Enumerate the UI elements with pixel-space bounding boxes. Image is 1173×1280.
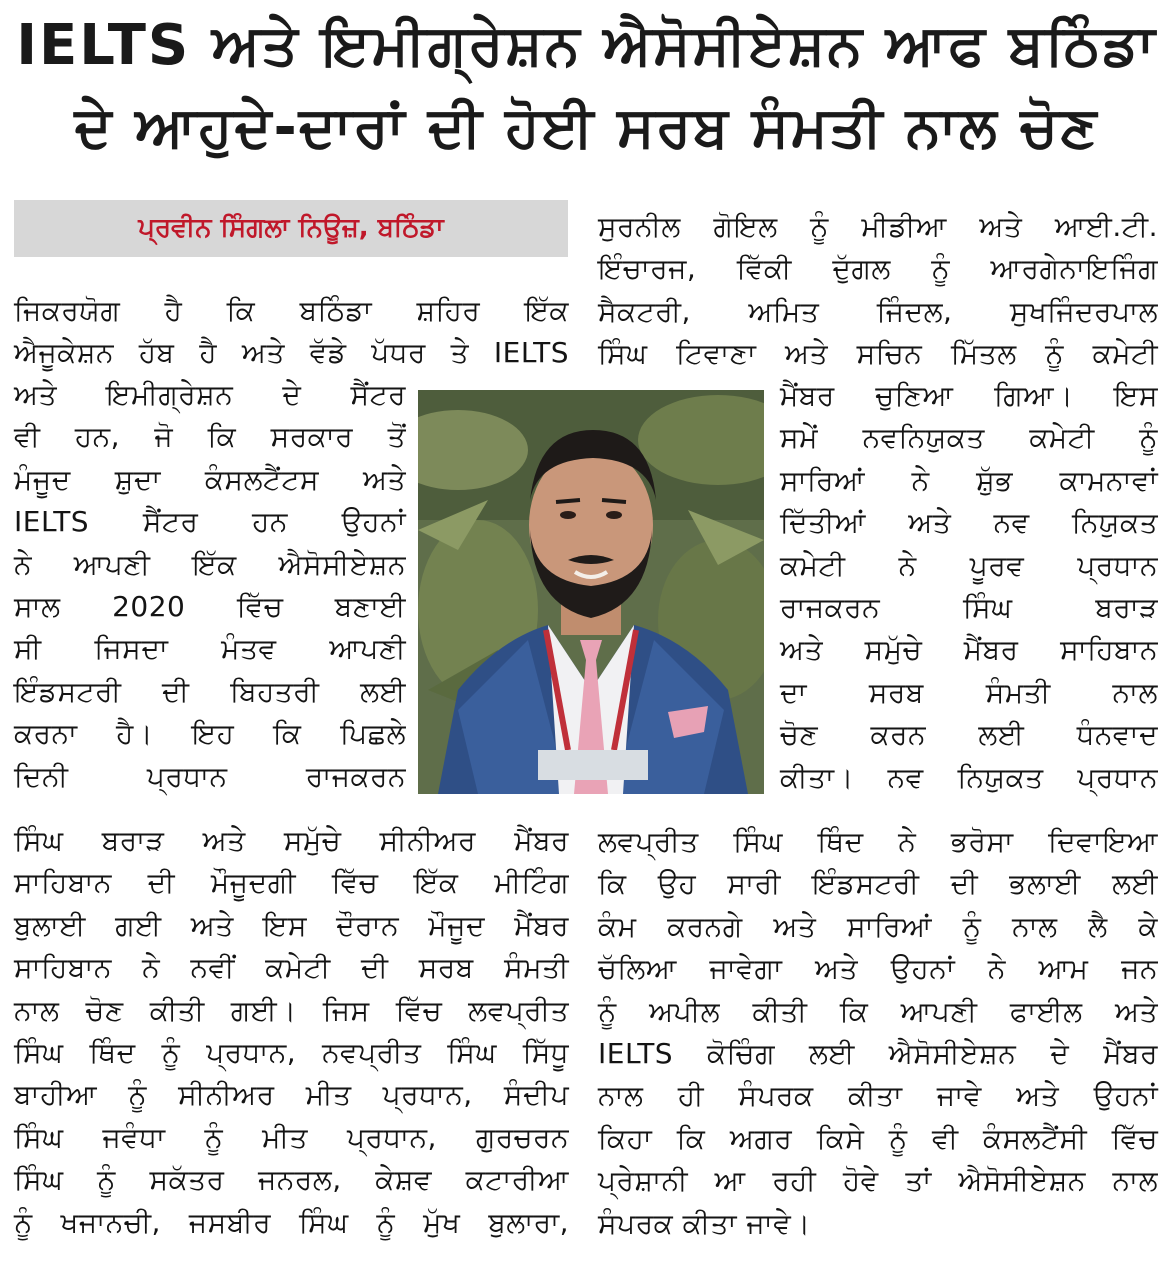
text-line: ਚੋਣ ਕਰਨ ਲਈ ਧੰਨਵਾਦ	[780, 718, 1158, 752]
text-line: ਸਿੰਘ ਟਿਵਾਣਾ ਅਤੇ ਸਚਿਨ ਮਿੱਤਲ ਨੂੰ ਕਮੇਟੀ	[598, 337, 1158, 371]
text-line: ਸਾਰਿਆਂ ਨੇ ਸ਼ੁੱਭ ਕਾਮਨਾਵਾਂ	[780, 463, 1158, 497]
text-line: ਸਮੇਂ ਨਵਨਿਯੁਕਤ ਕਮੇਟੀ ਨੂੰ	[780, 421, 1158, 455]
text-line: ਕਿ ਉਹ ਸਾਰੀ ਇੰਡਸਟਰੀ ਦੀ ਭਲਾਈ ਲਈ	[598, 867, 1158, 901]
text-line: ਦਿੱਤੀਆਂ ਅਤੇ ਨਵ ਨਿਯੁਕਤ	[780, 506, 1158, 540]
text-line: ਰਾਜਕਰਨ ਸਿੰਘ ਬਰਾੜ	[780, 591, 1158, 625]
text-line: ਨੂੰ ਅਪੀਲ ਕੀਤੀ ਕਿ ਆਪਣੀ ਫਾਈਲ ਅਤੇ	[598, 994, 1158, 1028]
text-line: ਦਿਨੀ ਪ੍ਰਧਾਨ ਰਾਜਕਰਨ	[14, 759, 406, 793]
text-line: IELTS ਸੈਂਟਰ ਹਨ ਉਹਨਾਂ	[14, 505, 406, 539]
text-line: ਸਿੰਘ ਨੂੰ ਸਕੱਤਰ ਜਨਰਲ, ਕੇਸ਼ਵ ਕਟਾਰੀਆ	[14, 1163, 569, 1197]
text-line: ਸੁਰਨੀਲ ਗੋਇਲ ਨੂੰ ਮੀਡੀਆ ਅਤੇ ਆਈ.ਟੀ.	[598, 210, 1158, 243]
text-line: ਸਿੰਘ ਥਿੰਦ ਨੂੰ ਪ੍ਰਧਾਨ, ਨਵਪ੍ਰੀਤ ਸਿੰਘ ਸਿੱਧੂ	[14, 1036, 569, 1070]
text-line: ਕੰਮ ਕਰਨਗੇ ਅਤੇ ਸਾਰਿਆਂ ਨੂੰ ਨਾਲ ਲੈ ਕੇ	[598, 909, 1158, 943]
byline: ਪ੍ਰਵੀਨ ਸਿੰਗਲਾ ਨਿਊਜ਼, ਬਠਿੰਡਾ	[14, 200, 568, 257]
text-line: ਲਵਪ੍ਰੀਤ ਸਿੰਘ ਥਿੰਦ ਨੇ ਭਰੋਸਾ ਦਿਵਾਇਆ	[598, 825, 1158, 858]
text-line: ਨੇ ਆਪਣੀ ਇੱਕ ਐਸੋਸੀਏਸ਼ਨ	[14, 547, 406, 581]
text-line: ਮੈਂਬਰ ਚੁਣਿਆ ਗਿਆ। ਇਸ	[780, 379, 1158, 412]
column-2-narrow-text	[780, 375, 1158, 799]
text-line: ਸਾਹਿਬਾਨ ਨੇ ਨਵੀਂ ਕਮੇਟੀ ਦੀ ਸਰਬ ਸੰਮਤੀ	[14, 951, 569, 985]
text-line: ਨਾਲ ਚੋਣ ਕੀਤੀ ਗਈ। ਜਿਸ ਵਿੱਚ ਲਵਪ੍ਰੀਤ	[14, 993, 569, 1027]
text-line: ਕਰਨਾ ਹੈ। ਇਹ ਕਿ ਪਿਛਲੇ	[14, 717, 406, 751]
column-2-bottom-text	[598, 821, 1158, 1245]
text-line: ਕਿਹਾ ਕਿ ਅਗਰ ਕਿਸੇ ਨੂੰ ਵੀ ਕੰਸਲਟੈਂਸੀ ਵਿੱਚ	[598, 1121, 1158, 1155]
text-line: ਐਜੂਕੇਸ਼ਨ ਹੱਬ ਹੈ ਅਤੇ ਵੱਡੇ ਪੱਧਰ ਤੇ IELTS	[14, 336, 569, 370]
text-line: ਮੰਜੂਦ ਸ਼ੁਦਾ ਕੰਸਲਟੈਂਟਸ ਅਤੇ	[14, 462, 406, 496]
text-line: ਚੱਲਿਆ ਜਾਵੇਗਾ ਅਤੇ ਉਹਨਾਂ ਨੇ ਆਮ ਜਨ	[598, 952, 1158, 986]
text-line: ਕਮੇਟੀ ਨੇ ਪੂਰਵ ਪ੍ਰਧਾਨ	[780, 548, 1158, 582]
text-line: ਦਾ ਸਰਬ ਸੰਮਤੀ ਨਾਲ	[780, 675, 1158, 709]
text-line: ਵੀ ਹਨ, ਜੋ ਕਿ ਸਰਕਾਰ ਤੋਂ	[14, 420, 406, 454]
text-line: ਪ੍ਰੇਸ਼ਾਨੀ ਆ ਰਹੀ ਹੋਵੇ ਤਾਂ ਐਸੋਸੀਏਸ਼ਨ ਨਾਲ	[598, 1164, 1158, 1198]
text-line: ਸਿੰਘ ਬਰਾੜ ਅਤੇ ਸਮੁੱਚੇ ਸੀਨੀਅਰ ਮੈਂਬਰ	[14, 824, 569, 857]
text-line: ਸਾਹਿਬਾਨ ਦੀ ਮੌਜੂਦਗੀ ਵਿੱਚ ਇੱਕ ਮੀਟਿੰਗ	[14, 866, 569, 900]
text-line: ਸਾਲ 2020 ਵਿੱਚ ਬਣਾਈ	[14, 590, 406, 624]
text-line: ਨਾਲ ਹੀ ਸੰਪਰਕ ਕੀਤਾ ਜਾਵੇ ਅਤੇ ਉਹਨਾਂ	[598, 1079, 1158, 1113]
column-1-narrow-text	[14, 374, 406, 798]
column-2-top-text	[598, 206, 1158, 376]
text-line: ਸੀ ਜਿਸਦਾ ਮੰਤਵ ਆਪਣੀ	[14, 632, 406, 666]
text-line: ਸੈਕਟਰੀ, ਅਮਿਤ ਜਿੰਦਲ, ਸੁਖਜਿੰਦਰਪਾਲ	[598, 294, 1158, 328]
column-1-top-text	[14, 290, 569, 375]
text-line: ਸੰਪਰਕ ਕੀਤਾ ਜਾਵੇ।	[598, 1206, 811, 1240]
column-1-bottom-text	[14, 820, 569, 1244]
headline-line-1: IELTS ਅਤੇ ਇਮੀਗ੍ਰੇਸ਼ਨ ਐਸੋਸੀਏਸ਼ਨ ਆਫ ਬਠਿੰਡਾ	[16, 13, 1157, 78]
headline-line-2: ਦੇ ਆਹੁਦੇ-ਦਾਰਾਂ ਦੀ ਹੋਈ ਸਰਬ ਸੰਮਤੀ ਨਾਲ ਚੋਣ	[74, 95, 1099, 160]
text-line: ਇੰਡਸਟਰੀ ਦੀ ਬਿਹਤਰੀ ਲਈ	[14, 674, 406, 708]
text-line: ਜਿਕਰਯੋਗ ਹੈ ਕਿ ਬਠਿੰਡਾ ਸ਼ਹਿਰ ਇੱਕ	[14, 294, 569, 327]
text-line: ਅਤੇ ਇਮੀਗ੍ਰੇਸ਼ਨ ਦੇ ਸੈਂਟਰ	[14, 378, 406, 411]
text-line: IELTS ਕੋਚਿੰਗ ਲਈ ਐਸੋਸੀਏਸ਼ਨ ਦੇ ਮੈਂਬਰ	[598, 1037, 1158, 1071]
text-line: ਅਤੇ ਸਮੁੱਚੇ ਮੈਂਬਰ ਸਾਹਿਬਾਨ	[780, 633, 1158, 667]
text-line: ਨੂੰ ਖਜਾਨਚੀ, ਜਸਬੀਰ ਸਿੰਘ ਨੂੰ ਮੁੱਖ ਬੁਲਾਰਾ,	[14, 1205, 569, 1239]
text-line: ਕੀਤਾ। ਨਵ ਨਿਯੁਕਤ ਪ੍ਰਧਾਨ	[780, 760, 1158, 794]
text-line: ਬਾਹੀਆ ਨੂੰ ਸੀਨੀਅਰ ਮੀਤ ਪ੍ਰਧਾਨ, ਸੰਦੀਪ	[14, 1078, 569, 1112]
text-line: ਸਿੰਘ ਜਵੰਧਾ ਨੂੰ ਮੀਤ ਪ੍ਰਧਾਨ, ਗੁਰਚਰਨ	[14, 1120, 569, 1154]
portrait-photo	[418, 390, 764, 794]
text-line: ਇੰਚਾਰਜ, ਵਿੱਕੀ ਦੁੱਗਲ ਨੂੰ ਆਰਗੇਨਾਇਜਿੰਗ	[598, 252, 1158, 286]
text-line: ਬੁਲਾਈ ਗਈ ਅਤੇ ਇਸ ਦੌਰਾਨ ਮੌਜੂਦ ਮੈਂਬਰ	[14, 908, 569, 942]
